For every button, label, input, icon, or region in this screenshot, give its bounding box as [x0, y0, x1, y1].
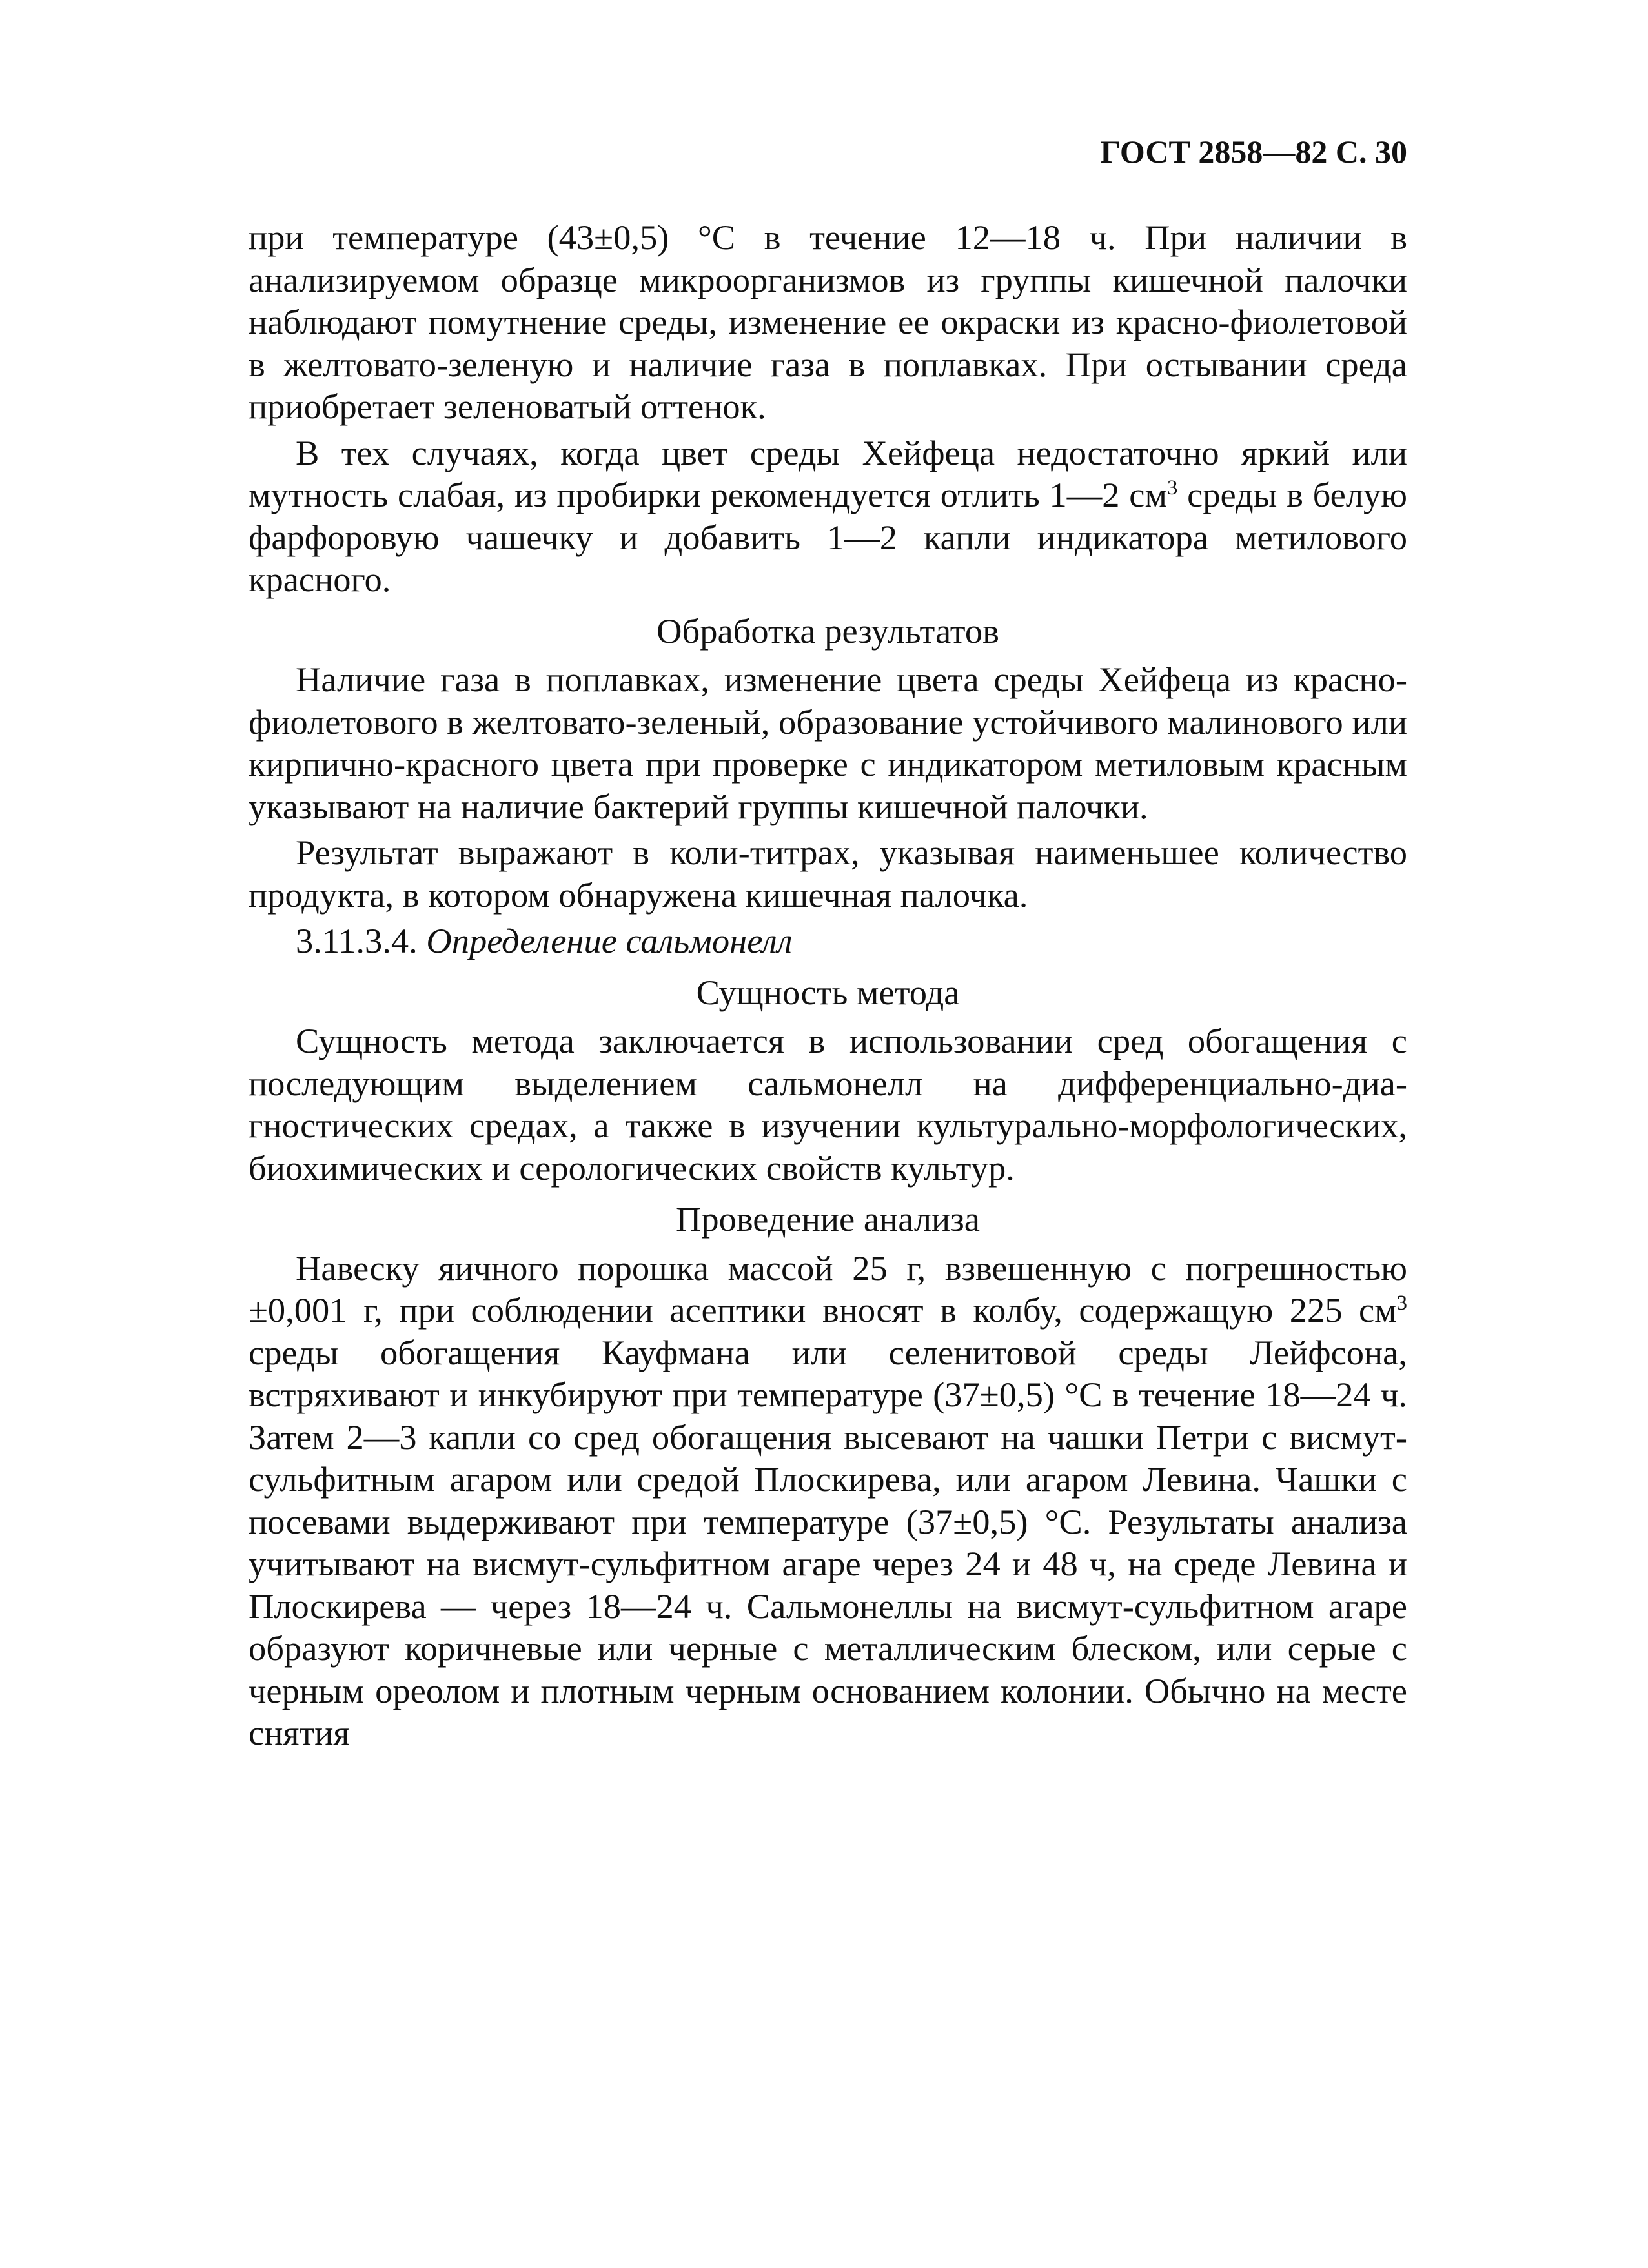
heading-results-processing: Обработка результатов: [656, 611, 999, 651]
section-heading: [249, 920, 1407, 962]
section-title: Определение сальмонелл: [426, 921, 793, 960]
paragraph-results-criteria: Наличие газа в поплавках, изменение цвета среды Хейфеца из красно-фиолетового в желтовато-зеленый, образование устойчивого малинового или кирпично-красного цвета при проверке с индикатором метиловым красным указывают на наличие бактерий группы кишечной палочки.: [249, 660, 1407, 826]
paragraph-coli-titer: Результат выражают в коли-титрах, указывая наименьшее количество продукта, в котором обнаружена кишечная палочка.: [249, 833, 1407, 915]
heading-analysis-procedure: Проведение анализа: [676, 1199, 980, 1239]
superscript-cubic: 3: [1167, 476, 1178, 500]
page-header: ГОСТ 2858—82 С. 30: [1100, 134, 1407, 170]
heading-method-essence: Сущность метода: [696, 972, 960, 1012]
page-body: [249, 216, 1407, 1754]
paragraph-analysis-procedure: [249, 1247, 1407, 1754]
paragraph-indicator-note-text-end: среды в белую фарфоровую чашечку и добавить 1—2 капли индикатора метилового красного.: [249, 475, 1407, 599]
paragraph-analysis-procedure-text-end: среды обогащения Кауфмана или селенитовой среды Лейфсона, встряхивают и инкубируют при температуре (37±0,5) °С в течение 18—24 ч. Затем 2—3 капли со сред обогащения высевают на чашки Петри с висмут-сульфитным агаром или средой Плоскирева, или агаром Левина. Чашки с посевами выдерживают при температуре (37±0,5) °С. Результаты анализа учитывают на висмут-сульфитном агаре через 24 и 48 ч, на среде Левина и Плоскирева — через 18—24 ч. Сальмонеллы на висмут-сульфитном агаре образуют коричневые или черные с металлическим блеском, или серые с черным ореолом и плотным черным основанием колонии. Обычно на месте снятия: [249, 1332, 1407, 1752]
superscript-cubic-2: 3: [1396, 1291, 1407, 1315]
paragraph-method-essence: Сущность метода заключается в использовании сред обогащения с последующим выделением сальмонелл на дифференциально-диагностических средах, а также в изучении культурально-морфологических, биохимических и серологических свойств культур.: [249, 1021, 1407, 1188]
paragraph-analysis-procedure-text: Навеску яичного порошка массой 25 г, взвешенную с погрешностью ±0,001 г, при соблюдении асептики вносят в колбу, содержащую 225 см: [249, 1248, 1407, 1330]
paragraph-indicator-note: [249, 432, 1407, 601]
paragraph-indicator-note-text: В тех случаях, когда цвет среды Хейфеца недостаточно яркий или мутность слабая, из пробирки рекомендуется отлить 1—2 см: [249, 432, 1407, 514]
section-number: 3.11.3.4.: [296, 921, 418, 960]
paragraph-continuation: при температуре (43±0,5) °С в течение 12—18 ч. При наличии в анализируемом образце микроорганизмов из группы кишечной палочки наблюдают помутнение среды, изменение ее окраски из красно-фиолетовой в желтовато-зеленую и наличие газа в поплавках. При остывании среда приобретает зеленоватый оттенок.: [249, 218, 1407, 426]
